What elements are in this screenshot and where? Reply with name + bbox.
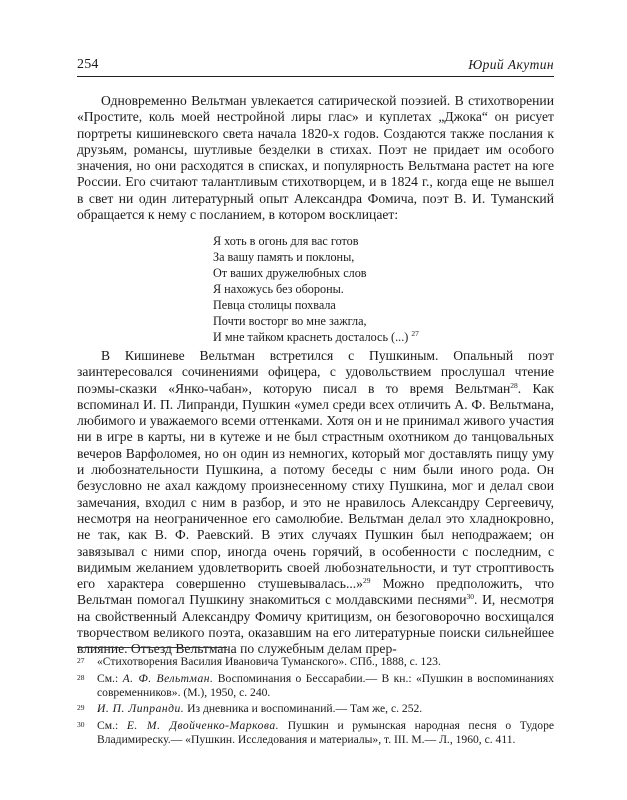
footnote-number: 28 <box>77 672 85 682</box>
footnote-30 <box>77 719 554 747</box>
footnote-prefix: См.: <box>97 719 127 733</box>
footnote-divider <box>77 647 227 648</box>
poem-line: От ваших дружелюбных слов <box>213 266 367 280</box>
paragraph-2 <box>77 348 554 658</box>
poem-line-last <box>213 329 419 345</box>
footnote-body: Из дневника и воспоминаний.— Там же, с. 252. <box>184 702 423 716</box>
footnotes <box>77 655 554 750</box>
footnote-body: Воспоминания о Бессарабии.— В кн.: «Пушкин в воспоминаниях современников». (М.), 1950, с. 240. <box>97 671 554 699</box>
footnote-number: 27 <box>77 656 85 665</box>
footnote-ref: 27 <box>411 329 419 338</box>
paragraph-2-part-4: . И, несмотря на свойственный Александру Фомичу критицизм, он безоговорочно восхищался творчеством великого поэта, оказавшим на его литературные поиски сильнейшее влияние. Отъезд Вельтмана по служебным делам прер- <box>77 592 554 657</box>
footnote-27 <box>77 655 554 669</box>
running-head: Юрий Акутин <box>468 57 554 72</box>
paragraph-2-part-3: Можно предположить, что Вельтман помогал Пушкину знакомиться с молдавскими песнями <box>77 576 554 608</box>
footnote-28 <box>77 672 554 700</box>
page-header <box>77 54 554 77</box>
poem-line: Почти восторг во мне зажгла, <box>213 314 367 328</box>
poem-line: Певца столицы похвала <box>213 298 336 312</box>
footnote-ref: 28 <box>510 380 518 390</box>
poem-line: Я хоть в огонь для вас готов <box>213 234 359 248</box>
footnote-text <box>97 719 554 747</box>
poem-line: За вашу память и поклоны, <box>213 250 355 264</box>
page-number: 254 <box>77 57 99 72</box>
paragraph-2-part-2: . Как вспоминал И. П. Липранди, Пушкин «умел среди всех отличить А. Ф. Вельтмана, любимого и уважаемого всеми оттенками. Хотя он и не принимал живого участия ни в игре в карты, ни в кутеже и не был страстным охотником до танцовальных вечеров Варфоломея, но он один из немногих, который мог доставлять пищу уму и любознательности Пушкина, а потому беседы с ним были иного рода. Он безусловно не ахал каждому произнесенному стиху Пушкина, мог и делал свои замечания, входил с ним в разбор, и это не нравилось Александру Сергеевичу, несмотря на неограниченное его самолюбие. Вельтман делал это хладнокровно, не так, как В. Ф. Раевский. В этих случаях Пушкин был неподражаем; он завязывал с ними спор, иногда очень горячий, в особенности с последним, с видимым желанием удовлетворить своей любознательности, и тут строптивость его характера совершенно стушевывалась...» <box>77 380 554 592</box>
paragraph-1-text: Одновременно Вельтман увлекается сатирической поэзией. В стихотворении «Простите, коль моей нестройной лиры глас» и куплетах „Джока“ он рисует портреты кишиневского света начала 1820-х годов. Создаются также послания к друзьям, романсы, шутливые безделки в стихах. Поэт не придает им особого значения, но они расходятся в списках, и популярность Вельтмана растет на юге России. Его считают талантливым стихотворцем, и в 1824 г., когда еще не вышел в свет ни один литературный опыт Александра Фомича, поэт В. И. Туманский обращается к нему с посланием, в котором восклицает: <box>77 93 554 223</box>
footnote-author: А. Ф. Вельтман. <box>122 671 214 685</box>
footnote-number: 30 <box>77 720 85 730</box>
poem-line: Я нахожусь без обороны. <box>213 282 344 296</box>
poem-line-text: И мне тайком краснеть досталось (...) <box>213 330 409 344</box>
footnote-author: И. П. Липранди. <box>97 702 185 716</box>
footnote-ref: 30 <box>466 592 475 602</box>
footnote-author: Е. М. Двойченко-Маркова. <box>126 719 280 733</box>
paragraph-1 <box>77 93 554 223</box>
footnote-ref: 29 <box>362 576 371 586</box>
footnote-text <box>97 672 554 700</box>
footnote-29 <box>77 702 554 716</box>
footnote-prefix: См.: <box>97 671 123 685</box>
poem-quote <box>213 233 419 345</box>
footnote-text <box>97 655 554 669</box>
paragraph-2-text <box>77 348 554 658</box>
footnote-body: «Стихотворения Василия Ивановича Туманского». СПб., 1888, с. 123. <box>97 655 441 668</box>
footnote-number: 29 <box>77 703 85 713</box>
footnote-body: Пушкин и румынская народная песня о Тудоре Владимиреску.— «Пушкин. Исследования и материалы», т. III. М.— Л., 1960, с. 411. <box>97 719 555 746</box>
footnote-text <box>97 702 554 716</box>
paragraph-2-part-1: В Кишиневе Вельтман встретился с Пушкиным. Опальный поэт заинтересовался сочинениями офицера, с удовольствием прослушал чтение поэмы-сказки «Янко-чабан», которую писал в то время Вельтман <box>77 348 554 396</box>
